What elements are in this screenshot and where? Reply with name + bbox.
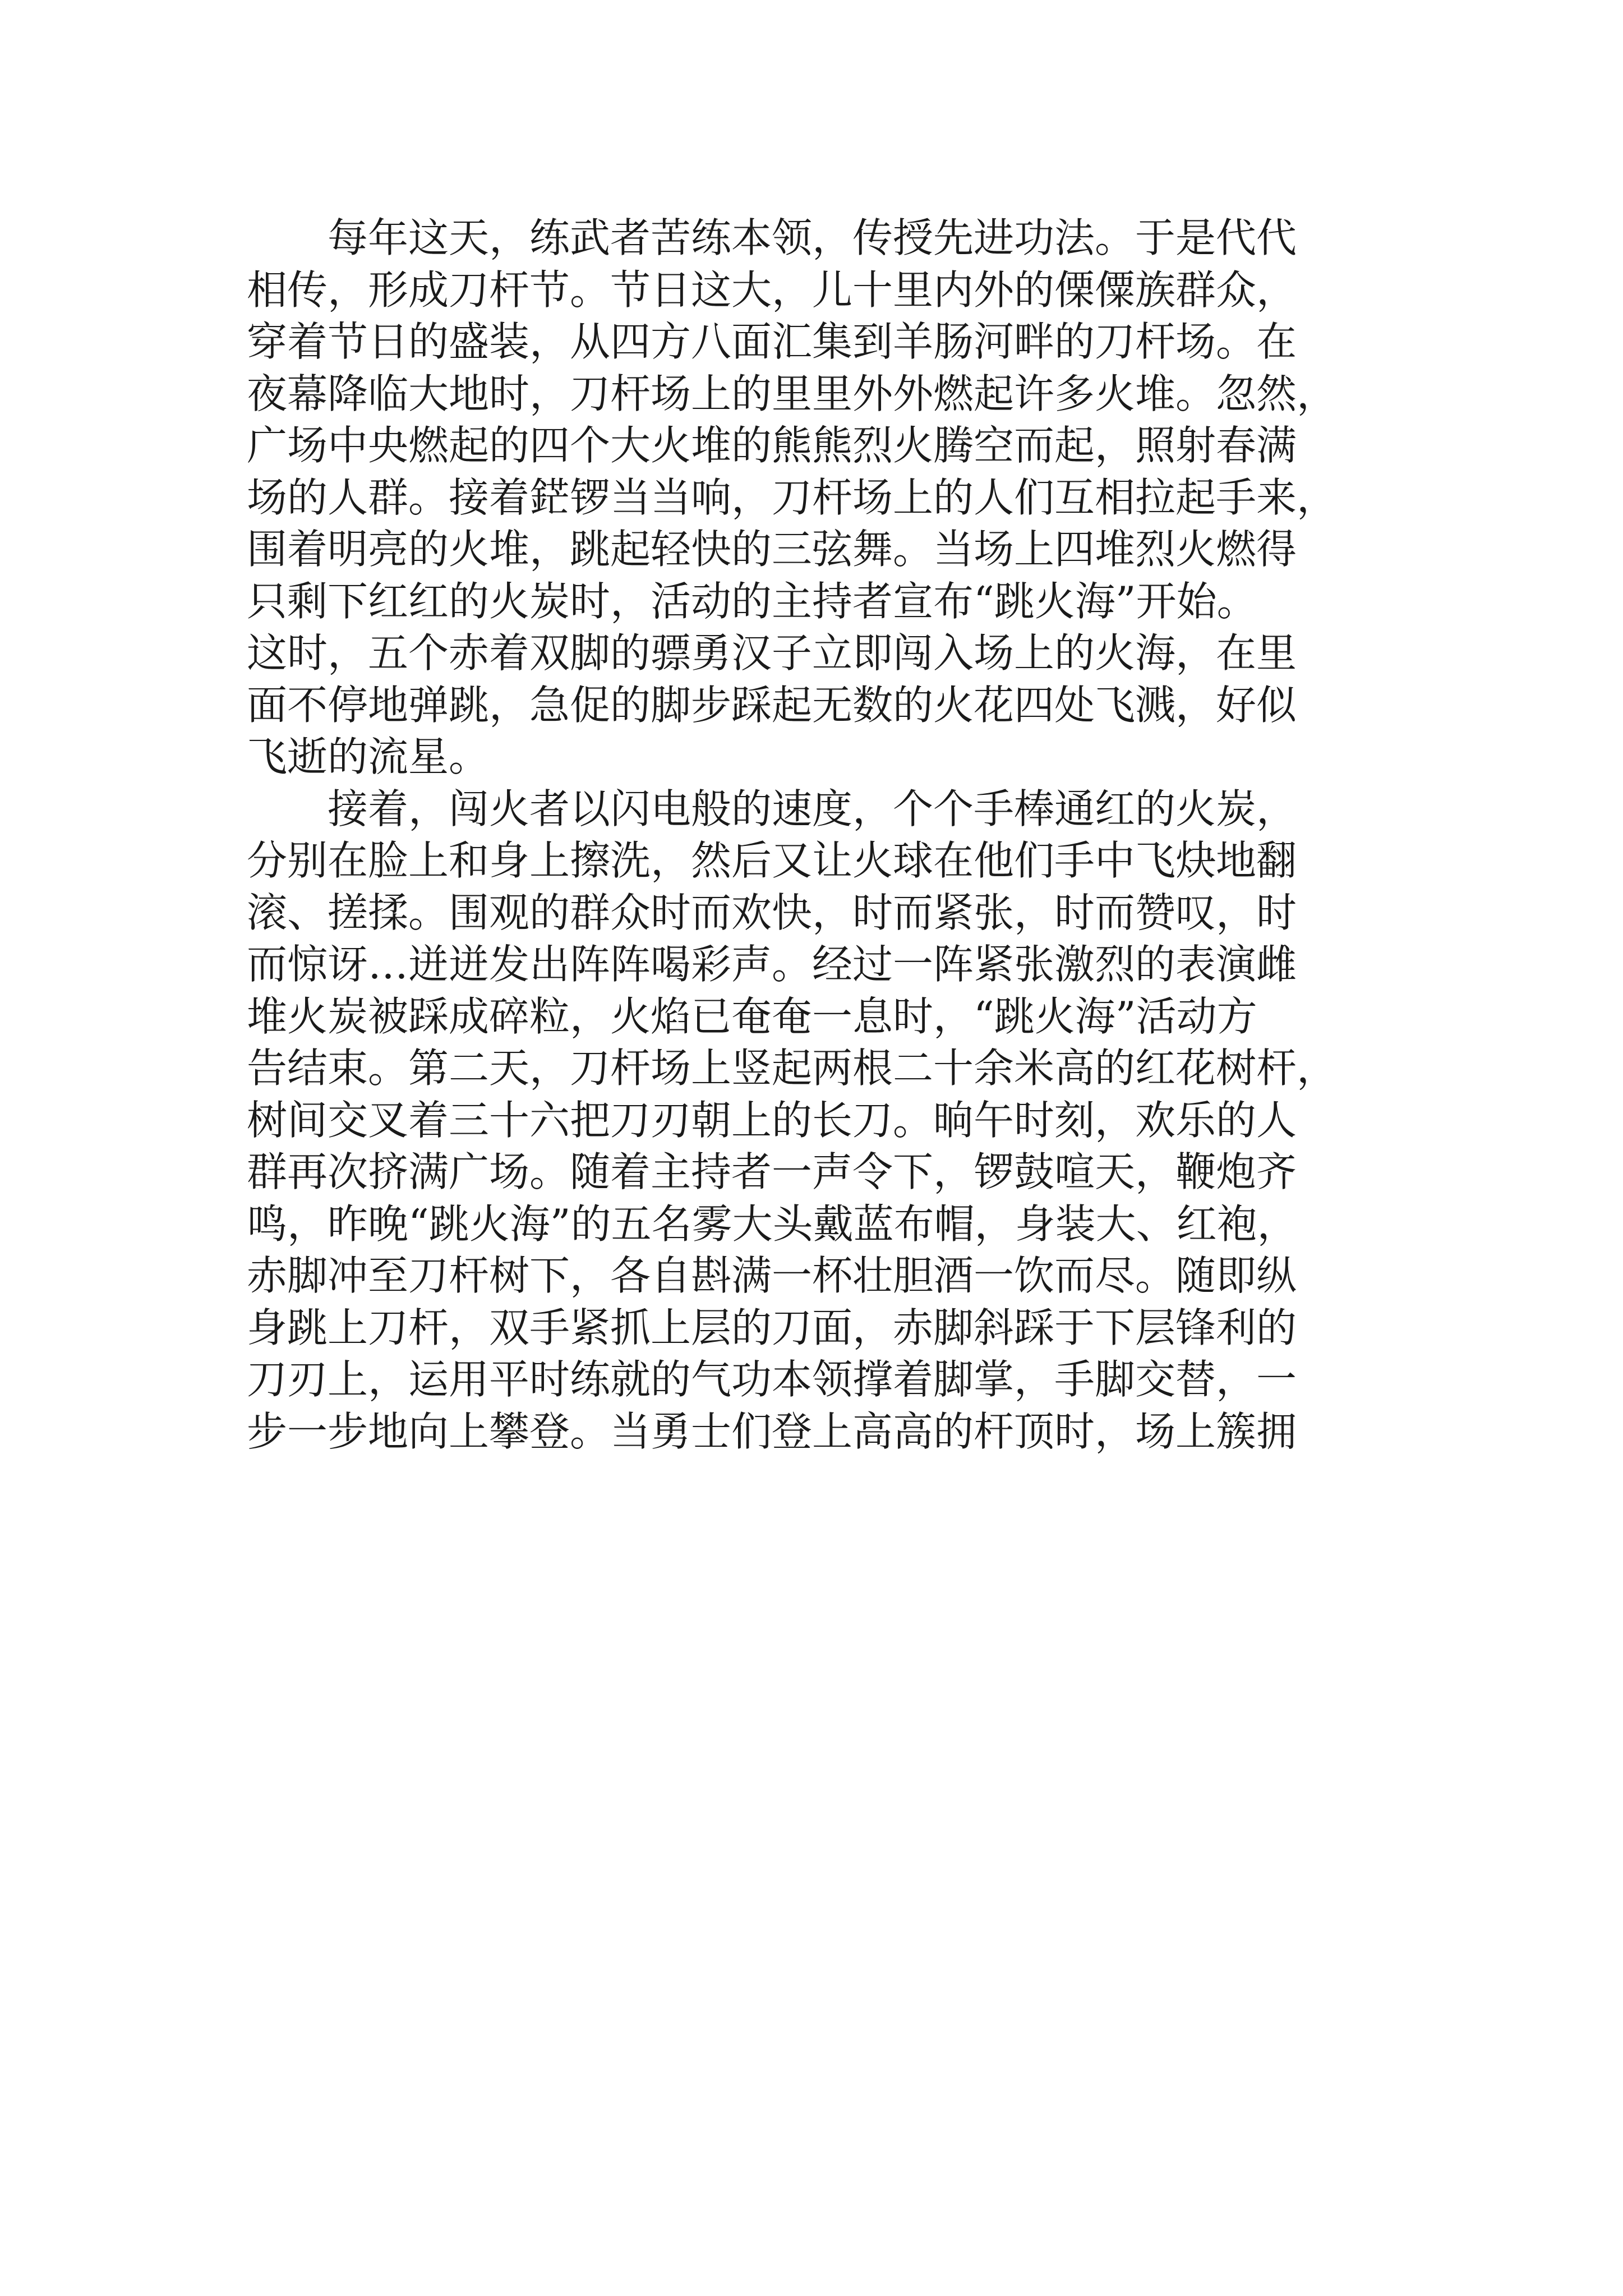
paragraph-line: 飞逝的流星。 <box>247 733 490 780</box>
paragraph-line: 场的人群。接着鋩锣当当响，刀杆场上的人们互相拉起手来， <box>247 473 1338 521</box>
paragraph-line: 只剩下红红的火炭时，活动的主持者宣布“跳火海”开始。 <box>247 577 1257 625</box>
body-text <box>247 212 1402 1457</box>
paragraph-line: 每年这天，练武者苦练本领，传授先进功法。于是代代 <box>328 214 1297 261</box>
paragraph-line: 相传，形成刀杆节。节日这大，儿十里内外的傈僳族群众， <box>247 266 1297 314</box>
paragraph-line: 穿着节日的盛装，从四方八面汇集到羊肠河畔的刀杆场。在 <box>247 318 1297 365</box>
paragraph-line: 堆火炭被踩成碎粒，火焰已奄奄一息时，“跳火海”活动方 <box>247 992 1257 1040</box>
paragraph-line: 而惊讶…迸迸发出阵阵喝彩声。经过一阵紧张激烈的表演雌 <box>247 941 1297 988</box>
paragraph-line: 围着明亮的火堆，跳起轻快的三弦舞。当场上四堆烈火燃得 <box>247 526 1297 573</box>
paragraph-line: 告结束。第二天，刀杆场上竖起两根二十余米高的红花树杆， <box>247 1045 1338 1092</box>
paragraph-line: 这时，五个赤着双脚的骠勇汉子立即闯入场上的火海，在里 <box>247 629 1297 677</box>
paragraph-line: 面不停地弹跳，急促的脚步踩起无数的火花四处飞溅，好似 <box>247 681 1297 729</box>
paragraph-line: 刀刃上，运用平时练就的气功本领撑着脚掌，手脚交替，一 <box>247 1356 1297 1403</box>
paragraph-line: 步一步地向上攀登。当勇士们登上高高的杆顶时，场上簇拥 <box>247 1407 1297 1455</box>
paragraph-line: 群再次挤满广场。随着主持者一声令下，锣鼓喧天，鞭炮齐 <box>247 1148 1297 1195</box>
paragraph-line: 树间交叉着三十六把刀刃朝上的长刀。晌午时刻，欢乐的人 <box>247 1096 1297 1144</box>
paragraph-line: 接着，闯火者以闪电般的速度，个个手棒通红的火炭， <box>328 785 1297 832</box>
paragraph-line: 身跳上刀杆，双手紧抓上层的刀面，赤脚斜踩于下层锋利的 <box>247 1304 1297 1351</box>
paragraph-line: 滚、搓揉。围观的群众时而欢快，时而紧张，时而赞叹，时 <box>247 889 1297 936</box>
paragraph-line: 赤脚冲至刀杆树下，各自斟满一杯壮胆酒一饮而尽。随即纵 <box>247 1252 1297 1299</box>
paragraph-line: 广场中央燃起的四个大火堆的熊熊烈火腾空而起，照射春满 <box>247 422 1297 469</box>
paragraph-line: 夜幕降临大地时，刀杆场上的里里外外燃起许多火堆。忽然， <box>247 370 1338 417</box>
paragraph-line: 鸣，昨晚“跳火海”的五名雾大头戴蓝布帽，身装大、红袍， <box>247 1200 1298 1248</box>
paragraph-line: 分别在脸上和身上擦洗，然后又让火球在他们手中飞炔地翻 <box>247 837 1297 884</box>
